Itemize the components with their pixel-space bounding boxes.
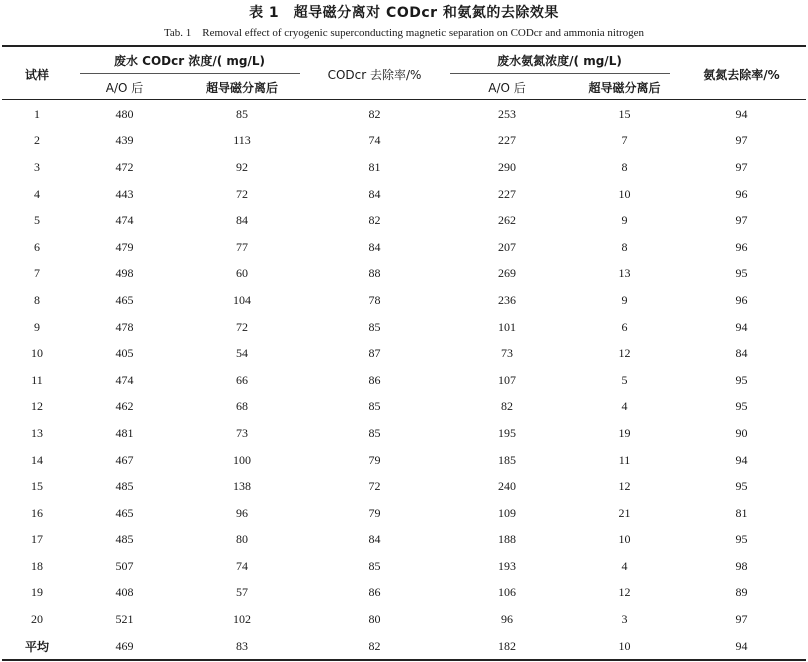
- table-cell: 87: [368, 346, 381, 361]
- table-cell: 17: [31, 532, 43, 547]
- table-cell: 82: [368, 106, 381, 121]
- table-subtitle-english: Tab. 1 Removal effect of cryogenic superconducting magnetic separation on CODcr and ammonia nitrogen: [163, 27, 645, 39]
- table-cell: 439: [115, 133, 134, 148]
- table-cell: 7: [34, 266, 40, 281]
- table-cell: 86: [368, 585, 381, 600]
- table-cell: 84: [735, 346, 748, 361]
- table-cell: 12: [618, 479, 631, 494]
- table-row: [2, 181, 806, 208]
- table-cell: 12: [618, 346, 631, 361]
- table-cell: 8: [621, 159, 628, 174]
- table-cell: 85: [368, 558, 381, 573]
- table-cell: 479: [115, 239, 134, 254]
- table-cell: 6: [34, 239, 40, 254]
- header-nh-removal: 氨氮去除率/%: [703, 68, 780, 82]
- table-cell: 81: [368, 159, 381, 174]
- table-cell: 97: [735, 612, 748, 627]
- table-cell: 19: [618, 425, 631, 440]
- table-cell: 82: [501, 399, 513, 414]
- table-cell: 10: [618, 532, 631, 547]
- table-cell: 80: [236, 532, 248, 547]
- table-row: [2, 234, 806, 261]
- bottom-rule: [2, 659, 806, 661]
- table-cell: 54: [236, 346, 248, 361]
- table-cell: 481: [115, 425, 134, 440]
- table-cell: 95: [735, 372, 748, 387]
- table-cell: 485: [115, 532, 134, 547]
- table-cell: 96: [236, 505, 248, 520]
- table-cell: 138: [233, 479, 251, 494]
- table-cell: 3: [621, 612, 628, 627]
- table-cell: 95: [735, 479, 748, 494]
- table-cell: 478: [115, 319, 134, 334]
- table-cell: 77: [236, 239, 248, 254]
- table-cell: 480: [115, 106, 134, 121]
- table-cell: 89: [735, 585, 748, 600]
- table-cell: 74: [368, 133, 381, 148]
- table-cell: 5: [621, 372, 628, 387]
- header-nh-group: 废水氨氮浓度/( mg/L): [497, 54, 622, 68]
- table-cell: 14: [31, 452, 43, 467]
- table-cell: 4: [34, 186, 40, 201]
- table-cell: 6: [621, 319, 628, 334]
- table-cell: 443: [115, 186, 134, 201]
- table-cell: 253: [498, 106, 516, 121]
- table-cell: 7: [621, 133, 628, 148]
- table-row: [2, 261, 806, 288]
- header-cod-superconducting: 超导磁分离后: [205, 81, 278, 95]
- table-cell: 227: [498, 186, 516, 201]
- table-cell: 94: [735, 452, 748, 467]
- table-cell: 507: [115, 558, 134, 573]
- table-row: [2, 473, 806, 500]
- table-cell: 9: [34, 319, 40, 334]
- table-cell: 188: [498, 532, 516, 547]
- table-cell: 15: [31, 479, 43, 494]
- table-cell: 95: [735, 399, 748, 414]
- table-row: [2, 580, 806, 607]
- table-row: [2, 207, 806, 234]
- table-cell: 80: [368, 612, 381, 627]
- header-nh-superconducting: 超导磁分离后: [588, 81, 661, 95]
- average-row: [2, 633, 806, 660]
- table-cell: 469: [115, 638, 134, 653]
- table-row: [2, 420, 806, 447]
- table-cell: 193: [498, 558, 516, 573]
- table-cell: 95: [735, 532, 748, 547]
- header-nh-ao: A/O 后: [488, 81, 526, 95]
- header-sample: 试样: [24, 68, 49, 82]
- table-cell: 72: [236, 186, 248, 201]
- table-cell: 84: [368, 186, 381, 201]
- table-cell: 96: [501, 612, 513, 627]
- table-row: [2, 527, 806, 554]
- table-row: [2, 287, 806, 314]
- table-cell: 102: [233, 612, 251, 627]
- header-cod-removal: CODcr 去除率/%: [327, 68, 422, 82]
- table-cell: 78: [368, 292, 381, 307]
- table-cell: 8: [621, 239, 628, 254]
- header-cod-ao: A/O 后: [105, 81, 144, 95]
- nh-group-underline: [450, 73, 670, 74]
- table-cell: 73: [501, 346, 513, 361]
- data-table: [2, 101, 806, 659]
- table-cell: 79: [368, 505, 381, 520]
- table-row: [2, 553, 806, 580]
- table-cell: 521: [115, 612, 134, 627]
- table-row: [2, 128, 806, 155]
- table-cell: 12: [31, 399, 43, 414]
- table-cell: 462: [115, 399, 134, 414]
- table-cell: 72: [368, 479, 381, 494]
- table-cell: 94: [735, 319, 748, 334]
- table-cell: 498: [115, 266, 134, 281]
- table-cell: 88: [368, 266, 381, 281]
- table-cell: 19: [31, 585, 43, 600]
- table-row: [2, 394, 806, 421]
- table-cell: 90: [735, 425, 748, 440]
- table-cell: 85: [368, 399, 381, 414]
- table-cell: 73: [236, 425, 248, 440]
- table-cell: 3: [34, 159, 40, 174]
- table-cell: 467: [115, 452, 134, 467]
- table-cell: 85: [368, 319, 381, 334]
- header-rule: [2, 99, 806, 100]
- table-row: [2, 606, 806, 633]
- table-cell: 2: [34, 133, 40, 148]
- table-cell: 12: [618, 585, 631, 600]
- table-cell: 82: [368, 638, 381, 653]
- table-cell: 85: [236, 106, 248, 121]
- table-cell: 72: [236, 319, 248, 334]
- table-cell: 101: [498, 319, 516, 334]
- table-cell: 107: [498, 372, 516, 387]
- table-cell: 15: [618, 106, 631, 121]
- header-cod-group: 废水 CODcr 浓度/( mg/L): [113, 54, 265, 68]
- table-cell: 66: [236, 372, 248, 387]
- table-cell: 83: [236, 638, 248, 653]
- table-row: [2, 154, 806, 181]
- table-cell: 10: [31, 346, 43, 361]
- table-cell: 5: [34, 213, 40, 228]
- table-cell: 104: [233, 292, 251, 307]
- table-cell: 98: [735, 558, 748, 573]
- table-row: [2, 314, 806, 341]
- table-cell: 10: [618, 186, 631, 201]
- table-cell: 13: [31, 425, 43, 440]
- table-cell: 68: [236, 399, 248, 414]
- table-cell: 57: [236, 585, 248, 600]
- table-cell: 97: [735, 159, 748, 174]
- table-cell: 94: [735, 638, 748, 653]
- table-cell: 207: [498, 239, 516, 254]
- table-cell: 平均: [24, 639, 49, 654]
- table-row: [2, 500, 806, 527]
- table-cell: 465: [115, 292, 134, 307]
- table-cell: 227: [498, 133, 516, 148]
- table-cell: 21: [618, 505, 631, 520]
- table-cell: 1: [34, 106, 40, 121]
- table-cell: 269: [498, 266, 516, 281]
- table-cell: 9: [621, 292, 628, 307]
- table-cell: 262: [498, 213, 516, 228]
- table-cell: 185: [498, 452, 516, 467]
- table-cell: 236: [498, 292, 516, 307]
- table-cell: 11: [618, 452, 631, 467]
- table-cell: 474: [115, 372, 134, 387]
- table-cell: 4: [621, 399, 628, 414]
- table-cell: 86: [368, 372, 381, 387]
- table-cell: 4: [621, 558, 628, 573]
- table-cell: 113: [233, 133, 251, 148]
- table-cell: 85: [368, 425, 381, 440]
- table-cell: 84: [368, 239, 381, 254]
- table-cell: 82: [368, 213, 381, 228]
- table-cell: 290: [498, 159, 516, 174]
- table-cell: 81: [735, 505, 748, 520]
- table-cell: 9: [621, 213, 628, 228]
- table-cell: 182: [498, 638, 516, 653]
- table-cell: 474: [115, 213, 134, 228]
- table-row: [2, 447, 806, 474]
- table-cell: 100: [233, 452, 251, 467]
- table-cell: 408: [115, 585, 134, 600]
- table-cell: 485: [115, 479, 134, 494]
- cod-group-underline: [80, 73, 300, 74]
- table-cell: 10: [618, 638, 631, 653]
- table-cell: 465: [115, 505, 134, 520]
- table-cell: 95: [735, 266, 748, 281]
- table-cell: 84: [236, 213, 248, 228]
- table-row: [2, 340, 806, 367]
- table-cell: 79: [368, 452, 381, 467]
- table-cell: 84: [368, 532, 381, 547]
- table-cell: 94: [735, 106, 748, 121]
- table-cell: 11: [31, 372, 43, 387]
- table-cell: 106: [498, 585, 516, 600]
- table-cell: 405: [115, 346, 134, 361]
- table-cell: 18: [31, 558, 43, 573]
- table-cell: 16: [31, 505, 43, 520]
- table-title: 表 1 超导磁分离对 CODcr 和氨氮的去除效果: [249, 5, 559, 21]
- table-cell: 20: [31, 612, 43, 627]
- table-row: [2, 367, 806, 394]
- table-cell: 60: [236, 266, 248, 281]
- table-cell: 96: [735, 292, 748, 307]
- table-cell: 472: [115, 159, 134, 174]
- table-cell: 96: [735, 186, 748, 201]
- table-row: [2, 101, 806, 128]
- table-cell: 92: [236, 159, 248, 174]
- table-cell: 97: [735, 213, 748, 228]
- table-cell: 195: [498, 425, 516, 440]
- table-cell: 13: [618, 266, 631, 281]
- table-cell: 240: [498, 479, 516, 494]
- table-cell: 74: [236, 558, 248, 573]
- top-rule: [2, 45, 806, 47]
- table-cell: 8: [34, 292, 40, 307]
- table-cell: 97: [735, 133, 748, 148]
- table-cell: 109: [498, 505, 516, 520]
- table-cell: 96: [735, 239, 748, 254]
